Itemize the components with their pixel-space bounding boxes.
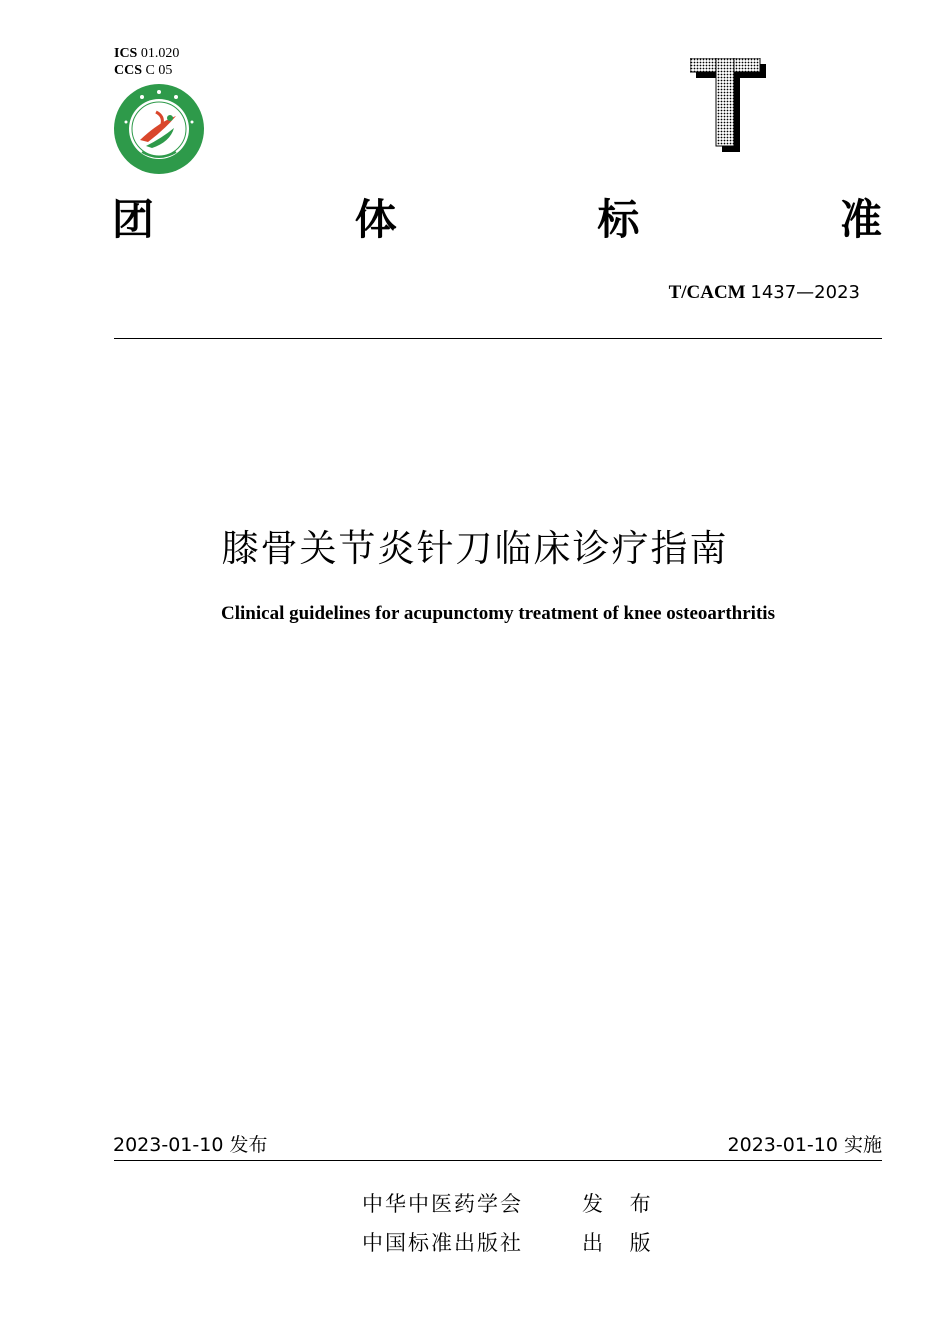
ccs-value: C 05 <box>145 63 173 78</box>
publisher-issuer-role: 发 布 <box>582 1192 661 1216</box>
publisher-press-name: 中国标准出版社 <box>362 1231 523 1255</box>
footer-divider <box>114 1160 882 1161</box>
ics-line <box>114 45 179 62</box>
standard-type <box>112 190 882 250</box>
association-logo <box>112 82 206 176</box>
ics-value: 01.020 <box>140 46 180 61</box>
title-chinese: 膝骨关节炎针刀临床诊疗指南 <box>221 527 729 570</box>
standard-type-char-3: 标 <box>597 195 640 244</box>
publisher-press-role: 出 版 <box>582 1231 661 1255</box>
publisher-issuer-name: 中华中医药学会 <box>362 1192 523 1216</box>
ccs-line <box>114 62 179 79</box>
standard-number <box>669 282 860 304</box>
title-english: Clinical guidelines for acupunctomy treatment of knee osteoarthritis <box>221 603 775 624</box>
standard-number-value: 1437—2023 <box>750 282 860 303</box>
classification-codes <box>114 45 179 79</box>
standard-type-char-1: 团 <box>112 195 155 244</box>
ics-label: ICS <box>114 46 138 61</box>
ccs-label: CCS <box>114 63 143 78</box>
standard-number-prefix: T/CACM <box>668 282 746 303</box>
header-divider <box>114 338 882 339</box>
standard-letter-mark <box>690 58 766 152</box>
standard-type-char-2: 体 <box>354 195 397 244</box>
standard-type-char-4: 准 <box>839 195 882 244</box>
implementation-date: 2023-01-10 实施 <box>727 1134 882 1156</box>
issue-date: 2023-01-10 发布 <box>113 1134 268 1156</box>
